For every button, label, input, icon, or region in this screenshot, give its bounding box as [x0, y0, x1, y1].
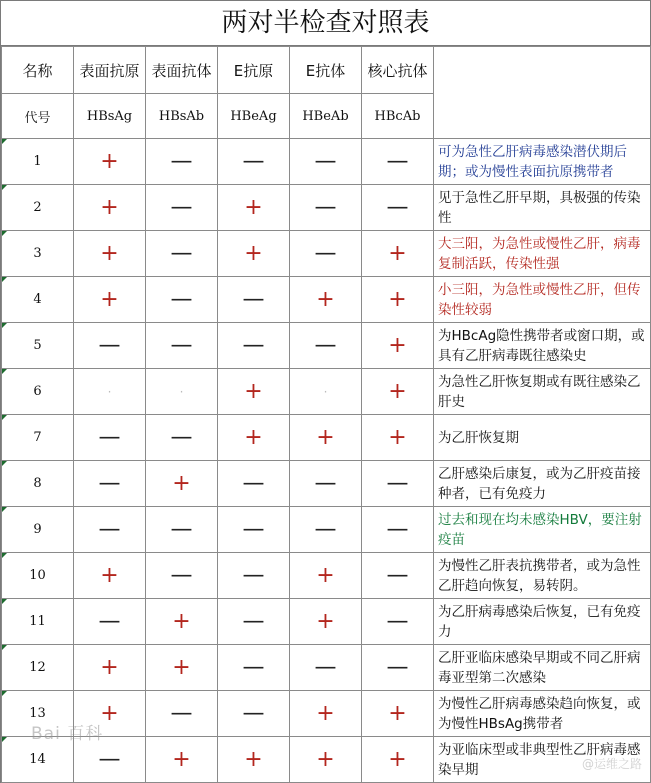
result-cell — [290, 185, 362, 231]
row-number: 3 — [2, 231, 74, 277]
result-cell — [74, 507, 146, 553]
positive-mark: + — [316, 608, 335, 634]
negative-mark: — — [242, 286, 265, 312]
result-cell — [74, 323, 146, 369]
row-description: 为乙肝病毒感染后恢复，已有免疫力 — [434, 599, 651, 645]
row-number: 5 — [2, 323, 74, 369]
negative-mark: — — [170, 240, 193, 266]
negative-mark: — — [242, 700, 265, 726]
result-cell — [146, 415, 218, 461]
positive-mark: + — [388, 378, 407, 404]
table-row — [2, 415, 651, 461]
watermark-credit: @运维之路 — [581, 757, 642, 771]
negative-mark: — — [314, 194, 337, 220]
result-cell — [146, 599, 218, 645]
result-cell — [218, 139, 290, 185]
result-cell — [218, 507, 290, 553]
comparison-table — [1, 46, 651, 783]
result-cell — [146, 139, 218, 185]
row-description: 乙肝亚临床感染早期或不同乙肝病毒亚型第二次感染 — [434, 645, 651, 691]
positive-mark: + — [388, 240, 407, 266]
header-desc-blank — [434, 47, 651, 139]
negative-mark: — — [170, 332, 193, 358]
row-number: 13 — [2, 691, 74, 737]
positive-mark: + — [244, 240, 263, 266]
result-cell — [362, 277, 434, 323]
result-cell — [146, 737, 218, 783]
negative-mark: — — [170, 562, 193, 588]
result-cell — [74, 231, 146, 277]
result-cell — [362, 231, 434, 277]
faint-mark: · — [107, 384, 112, 399]
positive-mark: + — [316, 562, 335, 588]
col-name-hbsab: 表面抗体 — [146, 47, 218, 94]
positive-mark: + — [100, 194, 119, 220]
result-cell — [290, 461, 362, 507]
result-cell — [74, 185, 146, 231]
col-name-hbsag: 表面抗原 — [74, 47, 146, 94]
col-code-hbeab: HBeAb — [290, 94, 362, 139]
result-cell — [218, 645, 290, 691]
table-row — [2, 277, 651, 323]
result-cell — [146, 553, 218, 599]
result-cell — [290, 599, 362, 645]
result-cell — [74, 277, 146, 323]
result-cell — [290, 139, 362, 185]
positive-mark: + — [100, 654, 119, 680]
result-cell — [146, 277, 218, 323]
result-cell — [146, 507, 218, 553]
negative-mark: — — [242, 654, 265, 680]
table-row — [2, 599, 651, 645]
negative-mark: — — [314, 654, 337, 680]
negative-mark: — — [98, 746, 121, 772]
negative-mark: — — [314, 148, 337, 174]
col-code-hbcab: HBcAb — [362, 94, 434, 139]
col-code-hbeag: HBeAg — [218, 94, 290, 139]
row-description: 见于急性乙肝早期，具极强的传染性 — [434, 185, 651, 231]
row-number: 6 — [2, 369, 74, 415]
table-row — [2, 691, 651, 737]
result-cell — [146, 461, 218, 507]
negative-mark: — — [242, 148, 265, 174]
positive-mark: + — [316, 700, 335, 726]
page-title: 两对半检查对照表 — [1, 1, 650, 46]
positive-mark: + — [172, 746, 191, 772]
negative-mark: — — [242, 608, 265, 634]
table-row — [2, 461, 651, 507]
code-label: 代号 — [2, 94, 74, 139]
positive-mark: + — [100, 562, 119, 588]
negative-mark: — — [242, 562, 265, 588]
result-cell — [74, 415, 146, 461]
row-number: 10 — [2, 553, 74, 599]
table-row — [2, 737, 651, 783]
result-cell — [74, 461, 146, 507]
result-cell — [218, 277, 290, 323]
positive-mark: + — [388, 746, 407, 772]
positive-mark: + — [100, 148, 119, 174]
result-cell — [362, 645, 434, 691]
col-name-hbeag: E抗原 — [218, 47, 290, 94]
col-name-hbeab: E抗体 — [290, 47, 362, 94]
result-cell — [290, 415, 362, 461]
row-description: 过去和现在均未感染HBV，要注射疫苗 — [434, 507, 651, 553]
result-cell — [362, 185, 434, 231]
negative-mark: — — [98, 516, 121, 542]
row-number: 12 — [2, 645, 74, 691]
positive-mark: + — [388, 700, 407, 726]
result-cell — [146, 645, 218, 691]
positive-mark: + — [244, 378, 263, 404]
result-cell — [290, 277, 362, 323]
result-cell — [146, 691, 218, 737]
positive-mark: + — [316, 424, 335, 450]
positive-mark: + — [172, 608, 191, 634]
negative-mark: — — [170, 194, 193, 220]
negative-mark: — — [242, 516, 265, 542]
table-row — [2, 139, 651, 185]
negative-mark: — — [314, 332, 337, 358]
row-description: 为乙肝恢复期 — [434, 415, 651, 461]
negative-mark: — — [386, 562, 409, 588]
row-description: 为急性乙肝恢复期或有既往感染乙肝史 — [434, 369, 651, 415]
table-row — [2, 369, 651, 415]
positive-mark: + — [172, 654, 191, 680]
result-cell — [218, 461, 290, 507]
result-cell — [146, 323, 218, 369]
result-cell — [74, 737, 146, 783]
table-row — [2, 553, 651, 599]
positive-mark: + — [100, 700, 119, 726]
negative-mark: — — [314, 470, 337, 496]
row-description: 为HBcAg隐性携带者或窗口期，或具有乙肝病毒既往感染史 — [434, 323, 651, 369]
result-cell — [362, 323, 434, 369]
positive-mark: + — [244, 746, 263, 772]
positive-mark: + — [100, 240, 119, 266]
result-cell — [218, 737, 290, 783]
table-row — [2, 323, 651, 369]
result-cell — [146, 185, 218, 231]
result-cell — [362, 415, 434, 461]
row-description: 乙肝感染后康复，或为乙肝疫苗接种者，已有免疫力 — [434, 461, 651, 507]
result-cell — [290, 691, 362, 737]
positive-mark: + — [388, 332, 407, 358]
watermark-logo: Bai 百科 — [31, 724, 104, 744]
result-cell — [362, 139, 434, 185]
negative-mark: — — [386, 608, 409, 634]
row-number: 9 — [2, 507, 74, 553]
result-cell — [218, 599, 290, 645]
table-row — [2, 185, 651, 231]
result-cell — [218, 415, 290, 461]
result-cell — [290, 737, 362, 783]
negative-mark: — — [98, 332, 121, 358]
negative-mark: — — [314, 516, 337, 542]
result-cell — [290, 231, 362, 277]
row-description: 为慢性乙肝病毒感染趋向恢复，或为慢性HBsAg携带者 — [434, 691, 651, 737]
negative-mark: — — [98, 424, 121, 450]
positive-mark: + — [316, 286, 335, 312]
result-cell — [74, 369, 146, 415]
row-number: 4 — [2, 277, 74, 323]
negative-mark: — — [314, 240, 337, 266]
result-cell — [362, 599, 434, 645]
row-description: 小三阳，为急性或慢性乙肝，但传染性较弱 — [434, 277, 651, 323]
result-cell — [74, 691, 146, 737]
negative-mark: — — [170, 516, 193, 542]
header-row-names — [2, 47, 651, 94]
result-cell — [74, 553, 146, 599]
row-number: 8 — [2, 461, 74, 507]
negative-mark: — — [170, 148, 193, 174]
result-cell — [290, 553, 362, 599]
row-number: 11 — [2, 599, 74, 645]
negative-mark: — — [170, 700, 193, 726]
result-cell — [362, 461, 434, 507]
positive-mark: + — [244, 424, 263, 450]
result-cell — [218, 185, 290, 231]
result-cell — [362, 691, 434, 737]
negative-mark: — — [170, 286, 193, 312]
table-row — [2, 645, 651, 691]
row-number: 2 — [2, 185, 74, 231]
result-cell — [146, 369, 218, 415]
result-cell — [74, 139, 146, 185]
negative-mark: — — [386, 654, 409, 680]
negative-mark: — — [242, 332, 265, 358]
result-cell — [218, 369, 290, 415]
row-description: 为慢性乙肝表抗携带者，或为急性乙肝趋向恢复，易转阴。 — [434, 553, 651, 599]
col-code-hbsab: HBsAb — [146, 94, 218, 139]
table-row — [2, 231, 651, 277]
result-cell — [290, 323, 362, 369]
negative-mark: — — [386, 516, 409, 542]
table-row — [2, 507, 651, 553]
positive-mark: + — [316, 746, 335, 772]
positive-mark: + — [244, 194, 263, 220]
negative-mark: — — [386, 148, 409, 174]
row-description: 大三阳，为急性或慢性乙肝，病毒复制活跃，传染性强 — [434, 231, 651, 277]
row-number: 14 — [2, 737, 74, 783]
result-cell — [146, 231, 218, 277]
positive-mark: + — [172, 470, 191, 496]
negative-mark: — — [170, 424, 193, 450]
result-cell — [290, 507, 362, 553]
faint-mark: · — [323, 384, 328, 399]
positive-mark: + — [388, 286, 407, 312]
result-cell — [290, 369, 362, 415]
result-cell — [362, 737, 434, 783]
result-cell — [362, 369, 434, 415]
positive-mark: + — [100, 286, 119, 312]
negative-mark: — — [386, 194, 409, 220]
negative-mark: — — [242, 470, 265, 496]
negative-mark: — — [98, 608, 121, 634]
row-description: 为亚临床型或非典型性乙肝病毒感染早期 — [434, 737, 651, 783]
faint-mark: · — [179, 384, 184, 399]
negative-mark: — — [98, 470, 121, 496]
name-label: 名称 — [2, 47, 74, 94]
positive-mark: + — [388, 424, 407, 450]
negative-mark: — — [386, 470, 409, 496]
result-cell — [362, 553, 434, 599]
col-name-hbcab: 核心抗体 — [362, 47, 434, 94]
row-description: 可为急性乙肝病毒感染潜伏期后期；或为慢性表面抗原携带者 — [434, 139, 651, 185]
result-cell — [218, 691, 290, 737]
row-number: 1 — [2, 139, 74, 185]
result-cell — [74, 645, 146, 691]
col-code-hbsag: HBsAg — [74, 94, 146, 139]
result-cell — [362, 507, 434, 553]
result-cell — [218, 553, 290, 599]
result-cell — [218, 231, 290, 277]
result-cell — [74, 599, 146, 645]
result-cell — [290, 645, 362, 691]
result-cell — [218, 323, 290, 369]
row-number: 7 — [2, 415, 74, 461]
